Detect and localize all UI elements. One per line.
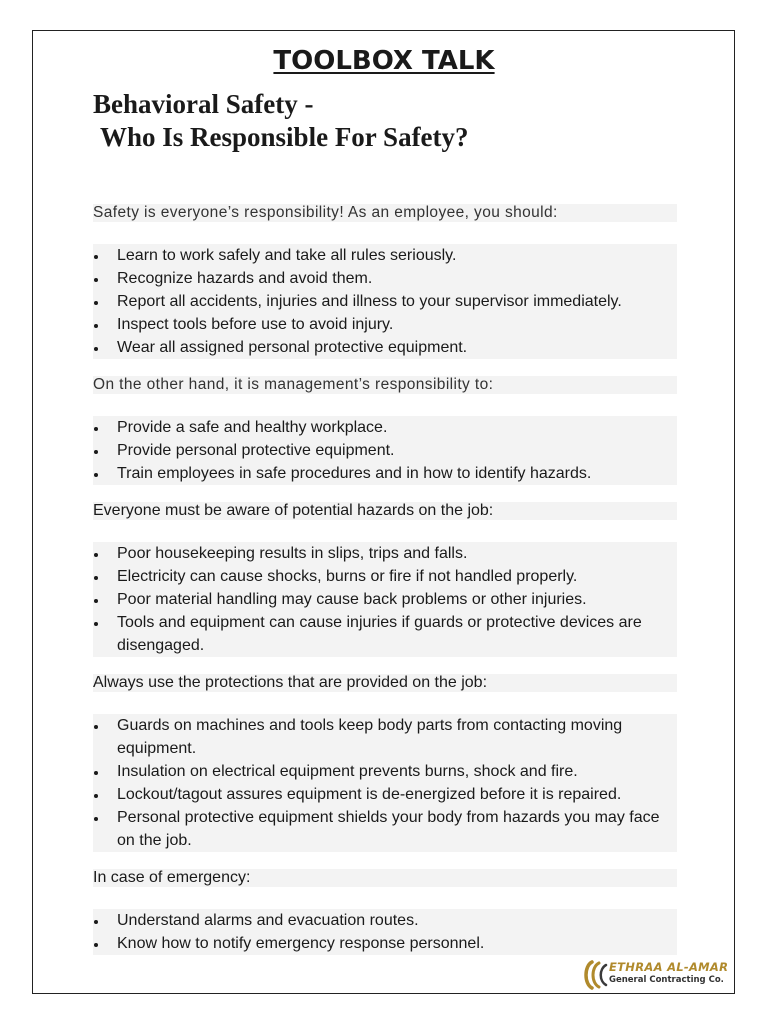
section-intro-employee: Safety is everyone’s responsibility! As an employee, you should: (93, 204, 677, 222)
company-logo (578, 958, 728, 992)
topic-heading (93, 88, 469, 154)
list-item: Poor material handling may cause back problems or other injuries. (93, 588, 677, 611)
list-item: Electricity can cause shocks, burns or fire if not handled properly. (93, 565, 677, 588)
management-responsibilities-list (93, 416, 677, 485)
list-item: Recognize hazards and avoid them. (93, 267, 677, 290)
list-item: Inspect tools before use to avoid injury. (93, 313, 677, 336)
section-intro-hazards: Everyone must be aware of potential hazards on the job: (93, 502, 677, 520)
list-item: Lockout/tagout assures equipment is de-energized before it is repaired. (93, 783, 677, 806)
list-item: Tools and equipment can cause injuries if guards or protective devices are disengaged. (93, 611, 677, 657)
section-intro-emergency: In case of emergency: (93, 869, 677, 887)
heading-line-1: Behavioral Safety - (93, 89, 314, 119)
list-item: Provide a safe and healthy workplace. (93, 416, 677, 439)
list-item: Understand alarms and evacuation routes. (93, 909, 677, 932)
list-item: Report all accidents, injuries and illness to your supervisor immediately. (93, 290, 677, 313)
protections-list (93, 714, 677, 852)
emergency-list (93, 909, 677, 955)
employee-responsibilities-list (93, 244, 677, 359)
potential-hazards-list (93, 542, 677, 657)
heading-line-2: Who Is Responsible For Safety? (100, 122, 469, 152)
list-item: Provide personal protective equipment. (93, 439, 677, 462)
document-title (0, 46, 768, 76)
list-item: Learn to work safely and take all rules seriously. (93, 244, 677, 267)
list-item: Guards on machines and tools keep body parts from contacting moving equipment. (93, 714, 677, 760)
logo-mark-icon (578, 959, 610, 991)
logo-company-subtitle: General Contracting Co. (609, 975, 724, 985)
list-item: Poor housekeeping results in slips, trips and falls. (93, 542, 677, 565)
document-title-text: TOOLBOX TALK (273, 46, 495, 76)
list-item: Wear all assigned personal protective equipment. (93, 336, 677, 359)
list-item: Know how to notify emergency response personnel. (93, 932, 677, 955)
section-intro-management: On the other hand, it is management’s responsibility to: (93, 376, 677, 394)
list-item: Train employees in safe procedures and in how to identify hazards. (93, 462, 677, 485)
list-item: Personal protective equipment shields your body from hazards you may face on the job. (93, 806, 677, 852)
logo-company-name: ETHRAA AL-AMAR (609, 960, 729, 974)
list-item: Insulation on electrical equipment prevents burns, shock and fire. (93, 760, 677, 783)
document-body (93, 204, 677, 955)
section-intro-protections: Always use the protections that are provided on the job: (93, 674, 677, 692)
